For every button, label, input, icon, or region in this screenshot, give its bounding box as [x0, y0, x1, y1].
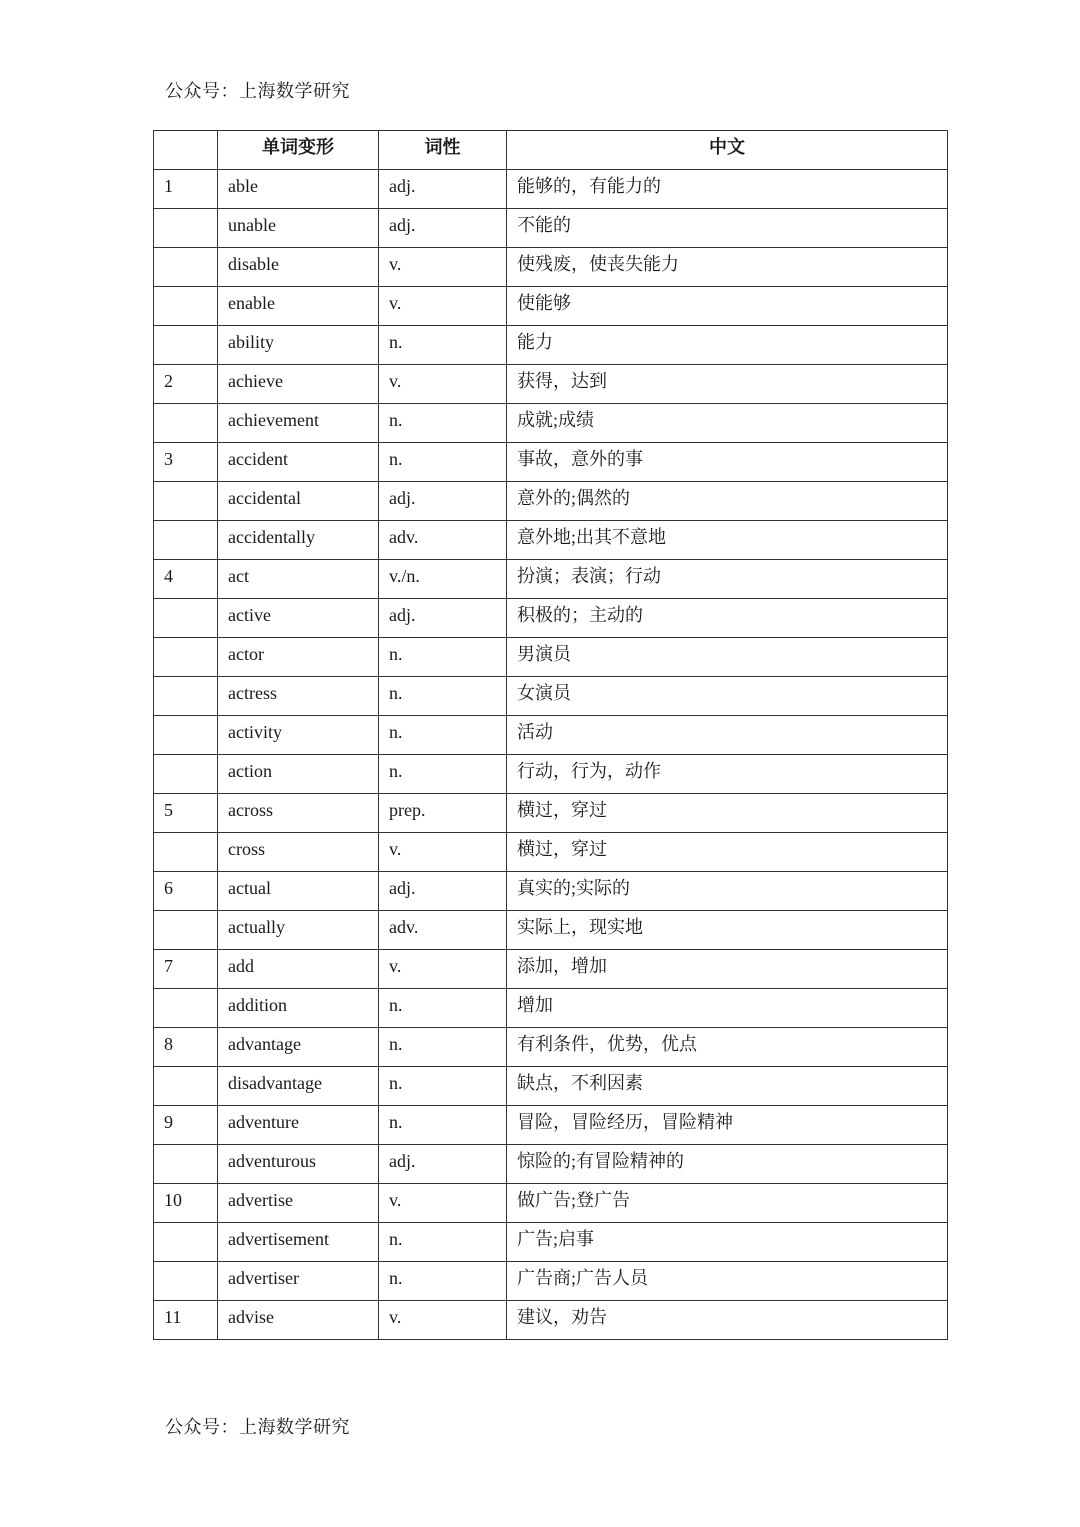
- chinese-meaning: 有利条件，优势，优点: [507, 1028, 948, 1067]
- word-group-number: [154, 1262, 218, 1301]
- word-group-number: [154, 326, 218, 365]
- table-row: [154, 170, 948, 209]
- word-group-number: [154, 482, 218, 521]
- chinese-meaning: 使残废，使丧失能力: [507, 248, 948, 287]
- word-group-number: 2: [154, 365, 218, 404]
- table-row: [154, 1106, 948, 1145]
- table-row: [154, 599, 948, 638]
- table-row: [154, 365, 948, 404]
- page-footer: 公众号：上海数学研究: [165, 1417, 350, 1438]
- word-form: actually: [218, 911, 379, 950]
- part-of-speech: adj.: [379, 599, 507, 638]
- word-form: advertise: [218, 1184, 379, 1223]
- word-form: adventurous: [218, 1145, 379, 1184]
- part-of-speech: adj.: [379, 482, 507, 521]
- table-row: [154, 833, 948, 872]
- chinese-meaning: 事故，意外的事: [507, 443, 948, 482]
- part-of-speech: adv.: [379, 521, 507, 560]
- chinese-meaning: 做广告;登广告: [507, 1184, 948, 1223]
- chinese-meaning: 冒险，冒险经历，冒险精神: [507, 1106, 948, 1145]
- part-of-speech: n.: [379, 989, 507, 1028]
- chinese-meaning: 真实的;实际的: [507, 872, 948, 911]
- chinese-meaning: 男演员: [507, 638, 948, 677]
- word-group-number: [154, 716, 218, 755]
- part-of-speech: n.: [379, 1106, 507, 1145]
- chinese-meaning: 不能的: [507, 209, 948, 248]
- word-group-number: 1: [154, 170, 218, 209]
- word-group-number: [154, 1145, 218, 1184]
- table-row: [154, 989, 948, 1028]
- table-row: [154, 443, 948, 482]
- table-row: [154, 755, 948, 794]
- part-of-speech: v.: [379, 1301, 507, 1340]
- part-of-speech: prep.: [379, 794, 507, 833]
- chinese-meaning: 使能够: [507, 287, 948, 326]
- chinese-meaning: 建议，劝告: [507, 1301, 948, 1340]
- table-row: [154, 1184, 948, 1223]
- word-form: unable: [218, 209, 379, 248]
- chinese-meaning: 增加: [507, 989, 948, 1028]
- word-group-number: 5: [154, 794, 218, 833]
- word-form: actual: [218, 872, 379, 911]
- part-of-speech: n.: [379, 1223, 507, 1262]
- table-row: [154, 1223, 948, 1262]
- chinese-meaning: 广告;启事: [507, 1223, 948, 1262]
- column-header-word: 单词变形: [218, 131, 379, 170]
- table-row: [154, 209, 948, 248]
- word-form: across: [218, 794, 379, 833]
- chinese-meaning: 成就;成绩: [507, 404, 948, 443]
- word-form: cross: [218, 833, 379, 872]
- part-of-speech: adj.: [379, 170, 507, 209]
- word-group-number: 4: [154, 560, 218, 599]
- word-group-number: [154, 1223, 218, 1262]
- word-group-number: [154, 755, 218, 794]
- column-header-number: [154, 131, 218, 170]
- page-header: 公众号：上海数学研究: [165, 81, 350, 102]
- table-row: [154, 482, 948, 521]
- part-of-speech: n.: [379, 443, 507, 482]
- word-group-number: [154, 248, 218, 287]
- word-group-number: 6: [154, 872, 218, 911]
- table-row: [154, 248, 948, 287]
- chinese-meaning: 横过，穿过: [507, 833, 948, 872]
- part-of-speech: adv.: [379, 911, 507, 950]
- part-of-speech: n.: [379, 677, 507, 716]
- word-form: disadvantage: [218, 1067, 379, 1106]
- chinese-meaning: 能力: [507, 326, 948, 365]
- table-row: [154, 404, 948, 443]
- word-group-number: [154, 287, 218, 326]
- part-of-speech: n.: [379, 1067, 507, 1106]
- chinese-meaning: 惊险的;有冒险精神的: [507, 1145, 948, 1184]
- word-group-number: [154, 1067, 218, 1106]
- word-form: active: [218, 599, 379, 638]
- chinese-meaning: 能够的，有能力的: [507, 170, 948, 209]
- part-of-speech: n.: [379, 1028, 507, 1067]
- word-form: ability: [218, 326, 379, 365]
- chinese-meaning: 意外地;出其不意地: [507, 521, 948, 560]
- word-form: advertisement: [218, 1223, 379, 1262]
- column-header-chinese: 中文: [507, 131, 948, 170]
- chinese-meaning: 广告商;广告人员: [507, 1262, 948, 1301]
- part-of-speech: n.: [379, 638, 507, 677]
- word-group-number: [154, 638, 218, 677]
- word-group-number: 8: [154, 1028, 218, 1067]
- word-group-number: 9: [154, 1106, 218, 1145]
- word-form: disable: [218, 248, 379, 287]
- word-form: achieve: [218, 365, 379, 404]
- chinese-meaning: 实际上，现实地: [507, 911, 948, 950]
- chinese-meaning: 行动，行为，动作: [507, 755, 948, 794]
- word-form: add: [218, 950, 379, 989]
- part-of-speech: v.: [379, 950, 507, 989]
- part-of-speech: v.: [379, 287, 507, 326]
- word-form: advertiser: [218, 1262, 379, 1301]
- table-header-row: [154, 131, 948, 170]
- part-of-speech: n.: [379, 755, 507, 794]
- word-group-number: [154, 599, 218, 638]
- word-group-number: [154, 209, 218, 248]
- word-group-number: [154, 521, 218, 560]
- table-row: [154, 1301, 948, 1340]
- chinese-meaning: 缺点，不利因素: [507, 1067, 948, 1106]
- column-header-part-of-speech: 词性: [379, 131, 507, 170]
- word-group-number: [154, 404, 218, 443]
- part-of-speech: v.: [379, 248, 507, 287]
- table-row: [154, 716, 948, 755]
- word-form: advantage: [218, 1028, 379, 1067]
- word-form: activity: [218, 716, 379, 755]
- table-row: [154, 677, 948, 716]
- part-of-speech: v./n.: [379, 560, 507, 599]
- part-of-speech: adj.: [379, 872, 507, 911]
- table-row: [154, 1067, 948, 1106]
- word-form: actor: [218, 638, 379, 677]
- word-form: achievement: [218, 404, 379, 443]
- part-of-speech: v.: [379, 365, 507, 404]
- table-body: [154, 170, 948, 1340]
- part-of-speech: v.: [379, 833, 507, 872]
- table-row: [154, 1262, 948, 1301]
- word-form: advise: [218, 1301, 379, 1340]
- table-row: [154, 326, 948, 365]
- part-of-speech: adj.: [379, 1145, 507, 1184]
- part-of-speech: n.: [379, 326, 507, 365]
- word-form: accident: [218, 443, 379, 482]
- word-form: addition: [218, 989, 379, 1028]
- table-row: [154, 560, 948, 599]
- chinese-meaning: 扮演；表演；行动: [507, 560, 948, 599]
- table-row: [154, 911, 948, 950]
- table-row: [154, 638, 948, 677]
- part-of-speech: adj.: [379, 209, 507, 248]
- chinese-meaning: 横过，穿过: [507, 794, 948, 833]
- word-form: enable: [218, 287, 379, 326]
- part-of-speech: n.: [379, 1262, 507, 1301]
- word-form: actress: [218, 677, 379, 716]
- chinese-meaning: 获得，达到: [507, 365, 948, 404]
- word-group-number: 3: [154, 443, 218, 482]
- table-row: [154, 287, 948, 326]
- chinese-meaning: 添加，增加: [507, 950, 948, 989]
- word-group-number: 11: [154, 1301, 218, 1340]
- word-group-number: [154, 989, 218, 1028]
- table-row: [154, 1145, 948, 1184]
- chinese-meaning: 意外的;偶然的: [507, 482, 948, 521]
- table-row: [154, 521, 948, 560]
- word-group-number: 10: [154, 1184, 218, 1223]
- word-form: accidentally: [218, 521, 379, 560]
- part-of-speech: n.: [379, 404, 507, 443]
- table-row: [154, 794, 948, 833]
- part-of-speech: v.: [379, 1184, 507, 1223]
- table-row: [154, 950, 948, 989]
- word-form: able: [218, 170, 379, 209]
- table-row: [154, 872, 948, 911]
- word-group-number: 7: [154, 950, 218, 989]
- part-of-speech: n.: [379, 716, 507, 755]
- word-form: action: [218, 755, 379, 794]
- word-group-number: [154, 677, 218, 716]
- word-form: accidental: [218, 482, 379, 521]
- chinese-meaning: 女演员: [507, 677, 948, 716]
- vocabulary-table: [153, 130, 948, 1340]
- table-row: [154, 1028, 948, 1067]
- chinese-meaning: 积极的；主动的: [507, 599, 948, 638]
- chinese-meaning: 活动: [507, 716, 948, 755]
- word-form: adventure: [218, 1106, 379, 1145]
- word-group-number: [154, 911, 218, 950]
- word-group-number: [154, 833, 218, 872]
- word-form: act: [218, 560, 379, 599]
